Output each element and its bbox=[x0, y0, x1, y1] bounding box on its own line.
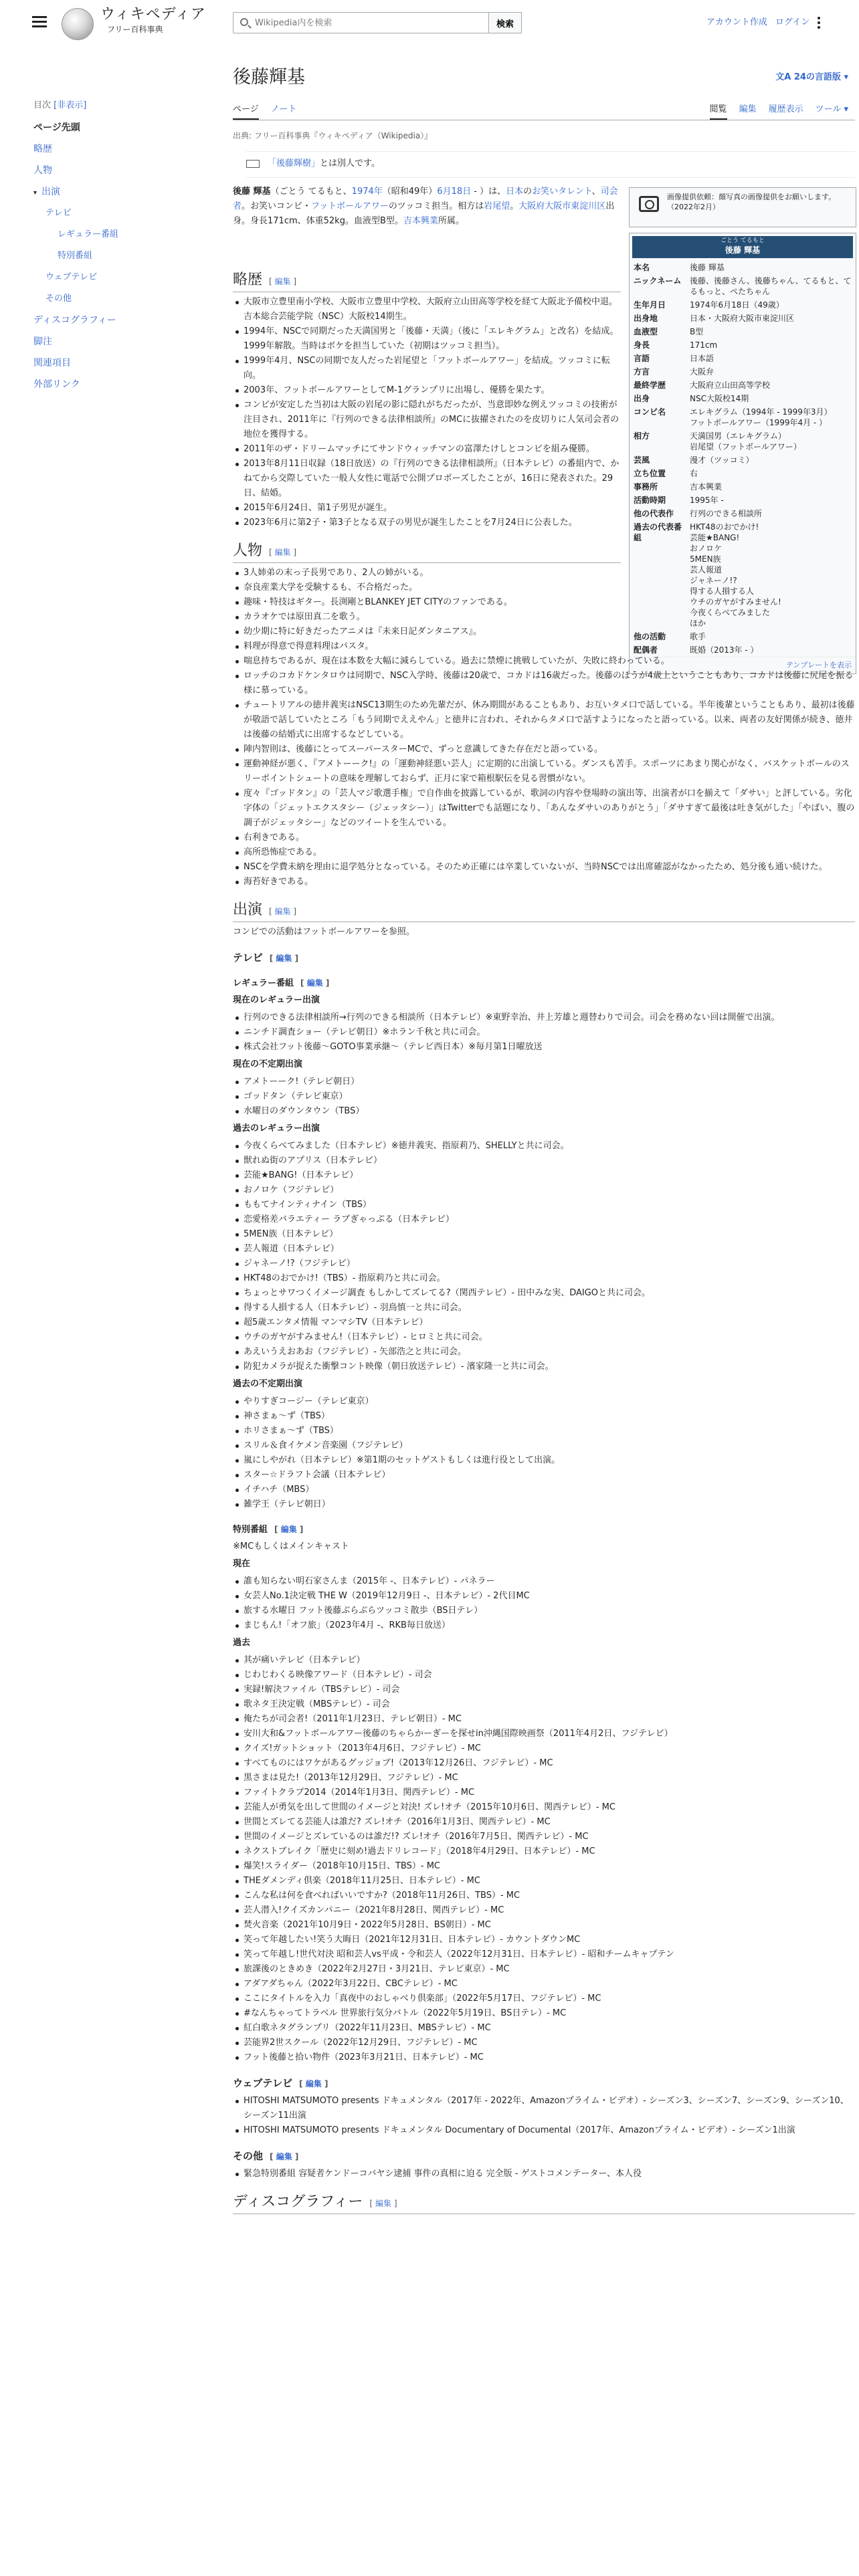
list-item: 2011年のザ・ドリームマッチにてサンドウィッチマンの富澤たけしとコンビを組み優勝。 bbox=[233, 442, 621, 457]
lead-text: 、 bbox=[591, 187, 601, 197]
list-item: ホリさまぁ〜ず（TBS） bbox=[233, 1424, 855, 1438]
chevron-down-icon[interactable]: ▾ bbox=[33, 189, 37, 197]
infobox-value-line: 天満国男（エレキグラム） bbox=[690, 431, 786, 441]
infobox-value-line: 日本・大阪府大阪市東淀川区 bbox=[690, 314, 795, 323]
infobox-value-line: 1995年 - bbox=[690, 496, 724, 505]
list-item: スター☆ドラフト会議（日本テレビ） bbox=[233, 1468, 855, 1483]
wikipedia-logo[interactable] bbox=[62, 8, 94, 40]
list-item: 世間のイメージとズレているのは誰だ!? ズレ!オチ（2016年7月5日、関西テレビ）- MC bbox=[233, 1830, 855, 1844]
section-regular-edit: [ 編集 ] bbox=[300, 978, 330, 988]
infobox-label: 芸風 bbox=[634, 455, 650, 465]
list-item: 陣内智則は、後藤にとってスーパースターMCで、ずっと意識してきた存在だと語っている。 bbox=[233, 742, 855, 757]
hatnote-link[interactable]: 「後藤輝樹」 bbox=[268, 158, 320, 169]
list-item: 防犯カメラが捉えた衝撃コント映像（朝日放送テレビ）- 濱家隆一と共に司会。 bbox=[233, 1360, 855, 1374]
infobox-value-line: 既婚（2013年 - ） bbox=[690, 645, 759, 655]
infobox-label: 相方 bbox=[634, 431, 650, 441]
infobox-value-line: 171cm bbox=[690, 340, 718, 350]
infobox-value-line: 岩尾望（フットボールアワー） bbox=[690, 442, 801, 451]
lead-text: - ）は、 bbox=[471, 187, 506, 197]
more-options-icon[interactable] bbox=[818, 17, 820, 29]
list-item: ここにタイトルを入力「真夜中のおしゃべり倶楽部」（2022年5月17日、フジテレビ）- MC bbox=[233, 1992, 855, 2006]
article-body bbox=[233, 259, 855, 2214]
infobox-label: コンビ名 bbox=[634, 407, 666, 417]
other-list bbox=[233, 2167, 855, 2181]
list-item: 紅白歌ネタグランプリ（2022年11月23日、MBSテレビ）- MC bbox=[233, 2021, 855, 2036]
infobox-value-line: 大阪弁 bbox=[690, 367, 714, 377]
tab-right-0[interactable]: 閲覧 bbox=[710, 104, 727, 120]
lead-text: 出身。身長171cm、体重52kg。血液型B型。 bbox=[233, 201, 615, 226]
section-other-edit: [ 編集 ] bbox=[270, 2152, 299, 2161]
list-item: こんな私は何を食べればいいですか?（2018年11月26日、TBS）- MC bbox=[233, 1889, 855, 1903]
lead-text: 。 bbox=[510, 201, 519, 211]
lead-paragraph bbox=[233, 185, 621, 229]
special-now-title: 現在 bbox=[233, 1559, 251, 1569]
list-item: 右利きである。 bbox=[233, 831, 855, 845]
list-item: 緊急特別番組 容疑者ケンドーコバヤシ逮捕 事件の真相に迫る 完全版 - ゲストコメンテーター、本人役 bbox=[233, 2167, 855, 2181]
list-item: 安川大和&フットボールアワー後藤のちゃらかーぎーを探せin沖縄国際映画祭（2011年4月2日、フジテレビ） bbox=[233, 1727, 855, 1741]
edit-link[interactable]: 編集 bbox=[280, 1525, 297, 1534]
lead-link[interactable]: 1974年 bbox=[351, 187, 383, 197]
infobox-value-line: 行列のできる相談所 bbox=[690, 509, 763, 518]
search-button[interactable]: 検索 bbox=[488, 12, 522, 33]
infobox-label: 他の代表作 bbox=[634, 509, 674, 518]
toc-header bbox=[33, 99, 194, 113]
toc-item-label: 特別番組 bbox=[58, 250, 93, 261]
section-jinbutsu-text: 人物 bbox=[233, 542, 263, 559]
infobox-label: ニックネーム bbox=[634, 276, 682, 286]
user-links bbox=[706, 16, 820, 30]
infobox-value-line: エレキグラム（1994年 - 1999年3月） bbox=[690, 407, 832, 417]
section-web bbox=[233, 2076, 855, 2091]
toc-item[interactable] bbox=[33, 288, 194, 310]
list-item: HITOSHI MATSUMOTO presents ドキュメンタル（2017年 - 2022年、Amazonプライム・ビデオ）- シーズン3、シーズン7、シーズン9、シーズン10、シーズン11出演 bbox=[233, 2094, 855, 2123]
list-item: 世間とズレてる芸能人は誰だ? ズレ!オチ（2016年1月3日、関西テレビ）- MC bbox=[233, 1815, 855, 1830]
infobox-label: 配偶者 bbox=[634, 645, 658, 655]
section-regular bbox=[233, 976, 855, 990]
list-item: カラオケでは原田真二を歌う。 bbox=[233, 610, 855, 625]
infobox-label: 事務所 bbox=[634, 482, 658, 492]
lead-link[interactable]: 6月18日 bbox=[437, 187, 472, 197]
list-item: 2003年、フットボールアワーとしてM-1グランプリに出場し、優勝を果たす。 bbox=[233, 383, 621, 398]
image-request-notice bbox=[629, 187, 856, 227]
translate-icon: 文A bbox=[775, 72, 794, 82]
infobox-label: 生年月日 bbox=[634, 300, 666, 310]
toc-item[interactable] bbox=[33, 224, 194, 245]
list-item: HITOSHI MATSUMOTO presents ドキュメンタル Documentary of Documental（2017年、Amazonプライム・ビデオ）- シーズン1出演 bbox=[233, 2123, 855, 2138]
infobox-value-line: 芸能★BANG! bbox=[690, 533, 740, 542]
infobox-value-line: ジャネーノ!? bbox=[690, 576, 737, 585]
infobox-value-line: フットボールアワー（1999年4月 - ） bbox=[690, 418, 828, 427]
now-irr-list bbox=[233, 1075, 855, 1119]
toc-item[interactable] bbox=[33, 267, 194, 288]
edit-link[interactable]: 編集 bbox=[274, 548, 291, 557]
infobox-label: 血液型 bbox=[634, 327, 658, 336]
lead-link[interactable]: 岩尾望 bbox=[484, 201, 510, 211]
language-button[interactable]: 文A 24の言語版 ▾ bbox=[775, 72, 848, 82]
list-item: ニンチド調査ショー（テレビ朝日）※ホラン千秋と共に司会。 bbox=[233, 1025, 855, 1040]
toc-item-label: テレビ bbox=[45, 207, 72, 218]
tab-right-2[interactable]: 履歴表示 bbox=[768, 104, 803, 114]
toc-item-label: ディスコグラフィー bbox=[33, 314, 116, 326]
toc-item[interactable] bbox=[33, 181, 194, 203]
view-tabs bbox=[698, 103, 848, 117]
infobox-header bbox=[632, 236, 853, 258]
list-item: NSCを学費未納を理由に退学処分となっている。そのため正確には卒業していないが、当時NSCでは出席確認がなかったため、処分後も通い続けた。 bbox=[233, 860, 855, 875]
edit-link[interactable]: 編集 bbox=[375, 2199, 391, 2208]
list-item: アダアダちゃん（2022年3月22日、CBCテレビ）- MC bbox=[233, 1977, 855, 1992]
list-item: 誰も知らない明石家さんま（2015年 -、日本テレビ）- パネラー bbox=[233, 1574, 855, 1589]
past-reg-list bbox=[233, 1139, 855, 1374]
infobox-value-line: 5MEN族 bbox=[690, 554, 721, 564]
source-note: 出典: フリー百科事典『ウィキペディア（Wikipedia）』 bbox=[233, 131, 433, 140]
section-other-text: その他 bbox=[233, 2150, 264, 2162]
infobox-value-line: HKT48のおでかけ! bbox=[690, 522, 759, 532]
infobox-ruby: ごとう てるもと bbox=[721, 237, 765, 244]
section-web-text: ウェブテレビ bbox=[233, 2077, 293, 2089]
toc-item[interactable] bbox=[33, 374, 194, 395]
infobox-value-line: 芸人報道 bbox=[690, 565, 723, 574]
list-item: 実録!解決ファイル（TBSテレビ）- 司会 bbox=[233, 1683, 855, 1697]
toc-item[interactable] bbox=[33, 160, 194, 181]
infobox-label: 身長 bbox=[634, 340, 650, 350]
list-item: コンビが安定した当初は大阪の岩尾の影に隠れがちだったが、当意即妙な例えツッコミの技術が注目され、2011年に『行列のできる法律相談所』のMCに抜擢されたのを皮切りに人気司会者の地位を獲得する。 bbox=[233, 398, 621, 442]
list-item: 運動神経が悪く、『アメトーーク!』の「運動神経悪い芸人」に定期的に出演している。ダンスも苦手。スポーツにあまり関心がなく、バスケットボールのスリーポイントシュートの意味を理解しておらず、正月に家で箱根駅伝を見る習慣がない。 bbox=[233, 757, 855, 786]
list-item: イチハチ（MBS） bbox=[233, 1483, 855, 1497]
toc-item[interactable] bbox=[33, 117, 194, 138]
list-item: 2015年6月24日、第1子男児が誕生。 bbox=[233, 501, 621, 516]
lead-text: （昭和49年） bbox=[382, 187, 438, 197]
toc-item[interactable] bbox=[33, 352, 194, 374]
page-tabs bbox=[233, 100, 855, 120]
list-item: ちょっとサワつくイメージ調査 もしかしてズレてる?（関西テレビ）- 田中みな実、DAIGOと共に司会。 bbox=[233, 1286, 855, 1301]
section-special-edit: [ 編集 ] bbox=[274, 1525, 304, 1534]
list-item: 歌ネタ王決定戦（MBSテレビ）- 司会 bbox=[233, 1697, 855, 1712]
toc-item[interactable] bbox=[33, 245, 194, 267]
toc-item-label: その他 bbox=[45, 293, 72, 304]
now-reg-list bbox=[233, 1010, 855, 1055]
infobox-label: 本名 bbox=[634, 263, 650, 272]
now-irr-title: 現在の不定期出演 bbox=[233, 1059, 303, 1069]
lead-link[interactable]: 東淀川区 bbox=[571, 201, 606, 211]
list-item: 水曜日のダウンタウン（TBS） bbox=[233, 1104, 855, 1119]
infobox-label: 立ち位置 bbox=[634, 469, 666, 478]
infobox-value-line: 吉本興業 bbox=[690, 482, 723, 492]
infobox-value-line: NSC大阪校14期 bbox=[690, 394, 749, 403]
list-item: 芸人潜入!クイズカンパニー（2021年8月28日、関西テレビ）- MC bbox=[233, 1903, 855, 1918]
list-item: 神さまぁ〜ず（TBS） bbox=[233, 1409, 855, 1424]
section-ryakureki bbox=[233, 270, 621, 292]
infobox-value-line: 後藤 輝基 bbox=[690, 263, 725, 272]
infobox-value-line: 今夜くらべてみました bbox=[690, 608, 771, 617]
list-item: 芸人報道（日本テレビ） bbox=[233, 1242, 855, 1257]
list-item: 大阪市立豊里南小学校、大阪市立豊里中学校、大阪府立山田高等学校を経て大阪北予備校中退。吉本総合芸能学院（NSC）大阪校14期生。 bbox=[233, 295, 621, 324]
infobox-value-line: 1974年6月18日（49歳） bbox=[690, 300, 784, 310]
list-item: #なんちゃってトラベル 世界旅行気分バトル（2022年5月19日、BS日テレ）- MC bbox=[233, 2006, 855, 2021]
list-item: 芸能界2世スクール（2022年12月29日、フジテレビ）- MC bbox=[233, 2036, 855, 2050]
section-web-edit: [ 編集 ] bbox=[299, 2079, 328, 2088]
list-item: ロッチのコカドケンタロウは同期で、NSC入学時、後藤は20歳で、コカドは16歳だった。後藤のほうが4歳上ということもあり、コカドは後藤に尻尾を振る様に慕っている。 bbox=[233, 669, 855, 698]
list-item: じわじわくる映像アワード（日本テレビ）- 司会 bbox=[233, 1668, 855, 1683]
list-item: おノロケ（フジテレビ） bbox=[233, 1183, 855, 1198]
infobox-label: 出身地 bbox=[634, 314, 658, 323]
section-jinbutsu bbox=[233, 541, 621, 563]
section-ryakureki-edit: [ 編集 ] bbox=[269, 277, 297, 286]
list-item: 旅課後のときめき（2022年2月27日・3月21日、テレビ東京）- MC bbox=[233, 1962, 855, 1977]
list-item: 笑って年越したい!笑う大晦日（2021年12月31日、日本テレビ）- カウントダウンMC bbox=[233, 1933, 855, 1947]
section-other bbox=[233, 2149, 855, 2164]
infobox-label: 出身 bbox=[634, 394, 650, 403]
tab-1[interactable]: ノート bbox=[270, 104, 297, 114]
search-input[interactable] bbox=[255, 16, 482, 29]
lead-link[interactable]: 大阪府 bbox=[518, 201, 545, 211]
infobox-label: 方言 bbox=[634, 367, 650, 377]
infobox-value-line: 日本語 bbox=[690, 354, 714, 363]
list-item: 焚火音楽（2021年10月9日・2022年5月28日、BS朝日）- MC bbox=[233, 1918, 855, 1933]
list-item: スリル＆食イケメン音楽園（フジテレビ） bbox=[233, 1438, 855, 1453]
infobox-label: 過去の代表番組 bbox=[634, 522, 682, 542]
infobox-value-line: 漫才（ツッコミ） bbox=[690, 455, 754, 465]
lead-text: 後藤 輝基 bbox=[233, 187, 271, 197]
toc-title: 目次 bbox=[33, 100, 52, 110]
list-item: 笑って年越し!世代対決 昭和芸人vs平成・令和芸人（2022年12月31日、日本テレビ）- 昭和チームキャプテン bbox=[233, 1947, 855, 1962]
list-item: フット後藤と拾い物件（2023年3月21日、日本テレビ）- MC bbox=[233, 2050, 855, 2065]
jinbutsu-list bbox=[233, 566, 855, 889]
lead-link[interactable]: フットボールアワー bbox=[311, 201, 389, 211]
infobox-value-line: おノロケ bbox=[690, 544, 723, 553]
infobox-label: 言語 bbox=[634, 354, 650, 363]
list-item: 度々『ゴッドタン』の「芸人マジ歌選手権」で自作曲を披露しているが、歌詞の内容や登場時の演出等、出演者が口を揃えて「ダサい」と評している。劣化字体の「ジェットエクスタシー（ジェッタシー）」はTwitterでも話題になり、「あんなダサいのありがとう」「ダサすぎて最後は吐き気がした」「やばい、腹の調子がジェッタシー」などのツイートを生んでいる。 bbox=[233, 786, 855, 831]
table-of-contents bbox=[33, 99, 194, 395]
lead-text: 。お笑いコンビ・ bbox=[242, 201, 312, 211]
past-irr-title: 過去の不定期出演 bbox=[233, 1379, 303, 1389]
list-item: チュートリアルの徳井義実はNSC13期生のため先輩だが、休み期間があることもあり、お互いタメ口で話している。半年後輩ということもあり、最初は後藤が敬語で話していたところ「もう同期でええやん」と徳井に言われ、それからタメ口で話すようになったと語っている。以来、両者の友好関係が続き、徳井は後藤の結婚式に出席するなどしている。 bbox=[233, 698, 855, 742]
now-reg-title: 現在のレギュラー出演 bbox=[233, 995, 320, 1005]
ryakureki-list bbox=[233, 295, 621, 530]
list-item: 1999年4月、NSCの同期で友人だった岩尾望と「フットボールアワー」を結成。ツッコミに転向。 bbox=[233, 354, 621, 383]
list-item: 幼少期に特に好きだったアニメは『未来日記ダンタニアス』。 bbox=[233, 625, 855, 639]
list-item: HKT48のおでかけ!（TBS）- 指原莉乃と共に司会。 bbox=[233, 1271, 855, 1286]
list-item: 黒さまは見た!（2013年12月29日、フジテレビ）- MC bbox=[233, 1771, 855, 1786]
section-tv bbox=[233, 950, 855, 966]
toc-item[interactable] bbox=[33, 138, 194, 160]
list-item: 趣味・特技はギター。長渕剛とBLANKEY JET CITYのファンである。 bbox=[233, 595, 855, 610]
section-discography bbox=[233, 2192, 855, 2214]
list-item: 喘息持ちであるが、現在は本数を大幅に減らしている。過去に禁煙に挑戦していたが、失敗に終わっている。 bbox=[233, 654, 855, 669]
main-content bbox=[233, 66, 855, 2210]
disambig-icon bbox=[246, 160, 260, 168]
infobox-label: 最終学歴 bbox=[634, 381, 666, 390]
section-special bbox=[233, 1523, 855, 1537]
list-item: ファイトクラブ2014（2014年1月3日、関西テレビ）- MC bbox=[233, 1786, 855, 1800]
lead-text: 所属。 bbox=[438, 216, 464, 226]
list-item: THEダメンディ倶楽（2018年11月25日、日本テレビ）- MC bbox=[233, 1874, 855, 1889]
section-shutsuen-edit: [ 編集 ] bbox=[269, 907, 297, 916]
list-item: 3人姉弟の末っ子長男であり、2人の姉がいる。 bbox=[233, 566, 855, 580]
image-request-text: 画像提供依頼：顔写真の画像提供をお願いします。（2022年2月） bbox=[667, 193, 836, 211]
edit-link[interactable]: 編集 bbox=[305, 2079, 322, 2088]
list-item: 超5歳エンタメ情報 マンマシTV（日本テレビ） bbox=[233, 1315, 855, 1330]
infobox-label: 活動時期 bbox=[634, 496, 666, 505]
tab-right-3[interactable]: ツール ▾ bbox=[815, 104, 848, 114]
infobox-value-line: ウチのガヤがすみません! bbox=[690, 597, 781, 607]
list-item: 海苔好きである。 bbox=[233, 875, 855, 889]
past-reg-title: 過去のレギュラー出演 bbox=[233, 1123, 320, 1134]
list-item: 芸能★BANG!（日本テレビ） bbox=[233, 1168, 855, 1183]
list-item: まじもん!「オフ旅」（2023年4月 -、RKB毎日放送） bbox=[233, 1618, 855, 1633]
list-item: ジャネーノ!?（フジテレビ） bbox=[233, 1257, 855, 1271]
infobox-value-line: 歌手 bbox=[690, 632, 706, 641]
list-item: 女芸人No.1決定戦 THE W（2019年12月9日 -、日本テレビ）- 2代目MC bbox=[233, 1589, 855, 1604]
edit-link[interactable]: 編集 bbox=[306, 978, 323, 988]
toc-hide-link[interactable]: [非表示] bbox=[54, 100, 87, 110]
list-item: 料理が得意で得意料理はパスタ。 bbox=[233, 639, 855, 654]
list-item: 行列のできる法律相談所→行列のできる相談所（日本テレビ）※東野幸治、井上芳雄と週替わりで司会。司会を務めない回は開催で出演。 bbox=[233, 1010, 855, 1025]
special-past-list bbox=[233, 1653, 855, 2065]
section-ryakureki-text: 略歴 bbox=[233, 272, 263, 288]
toc-item-label: 出演 bbox=[41, 186, 60, 197]
toc-item-label: 略歴 bbox=[33, 143, 52, 154]
edit-link[interactable]: 編集 bbox=[276, 954, 292, 963]
list-item: やりすぎコージー（テレビ東京） bbox=[233, 1394, 855, 1409]
section-tv-text: テレビ bbox=[233, 952, 263, 964]
list-item: 雑学王（テレビ朝日） bbox=[233, 1497, 855, 1512]
list-item: 獣れぬ街のアプリス（日本テレビ） bbox=[233, 1154, 855, 1168]
login-link[interactable]: ログイン bbox=[775, 17, 810, 27]
lead-text: の bbox=[523, 187, 533, 197]
page-title: 後藤輝基 bbox=[233, 67, 305, 88]
hatnote-text: とは別人です。 bbox=[320, 158, 380, 169]
list-item: ももてナインティナイン（TBS） bbox=[233, 1198, 855, 1212]
toc-item-label: ウェブテレビ bbox=[45, 272, 98, 282]
list-item: ゴッドタン（テレビ東京） bbox=[233, 1089, 855, 1104]
list-item: 高所恐怖症である。 bbox=[233, 845, 855, 860]
create-account-link[interactable]: アカウント作成 bbox=[706, 17, 767, 27]
lead-link[interactable]: お笑いタレント bbox=[532, 187, 592, 197]
toc-item-label: 脚注 bbox=[33, 336, 52, 347]
list-item: 5MEN族（日本テレビ） bbox=[233, 1227, 855, 1242]
lead-text: のツッコミ担当。相方は bbox=[388, 201, 484, 211]
list-item: 芸能人が勇気を出して世間のイメージと対決! ズレ!オチ（2015年10月6日、関西テレビ）- MC bbox=[233, 1800, 855, 1815]
tab-0[interactable]: ページ bbox=[233, 104, 259, 120]
show-template-link[interactable]: テンプレートを表示 bbox=[630, 657, 856, 673]
special-past-title: 過去 bbox=[233, 1638, 251, 1648]
list-item: 嵐にしやがれ（日本テレビ）※第1期のセットゲストもしくは進行役として出演。 bbox=[233, 1453, 855, 1468]
infobox-value-line: ほか bbox=[690, 619, 706, 628]
list-item: 恋愛格差バラエティー ラブぎゃっぷる（日本テレビ） bbox=[233, 1212, 855, 1227]
section-discography-edit: [ 編集 ] bbox=[369, 2199, 397, 2208]
shutsuen-desc: コンビでの活動はフットボールアワーを参照。 bbox=[233, 927, 415, 937]
list-item: 旅する水曜日 フット後藤ぶらぶらツッコミ散歩（BS日テレ） bbox=[233, 1604, 855, 1618]
lead-link[interactable]: 司会者 bbox=[233, 187, 618, 211]
list-item: 2013年8月11日収録（18日放送）の『行列のできる法律相談所』（日本テレビ）の番組内で、かねてから交際していた一般人女性に電話で公開プロポーズしたことが、16日に発表された。29日、結婚。 bbox=[233, 457, 621, 501]
infobox-value-line: B型 bbox=[690, 327, 704, 336]
special-now-list bbox=[233, 1574, 855, 1633]
list-item: 爆笑!スライダー（2018年10月15日、TBS）- MC bbox=[233, 1859, 855, 1874]
section-discography-text: ディスコグラフィー bbox=[233, 2193, 363, 2210]
toc-item-label: 外部リンク bbox=[33, 379, 80, 390]
list-item: 1994年、NSCで同期だった天満国男と「後藤・天満」（後に「エレキグラム」と改名）を結成。1999年解散。当時はボケを担当していた（初期はツッコミ担当）。 bbox=[233, 324, 621, 354]
wordmark[interactable] bbox=[100, 5, 206, 35]
toc-item-label: 人物 bbox=[33, 165, 52, 176]
camera-icon bbox=[639, 196, 659, 212]
hatnote bbox=[246, 151, 855, 178]
site-header bbox=[0, 0, 859, 45]
infobox-label: 他の活動 bbox=[634, 632, 666, 641]
wordmark-title: ウィキペディア bbox=[100, 6, 206, 23]
edit-link[interactable]: 編集 bbox=[276, 2152, 292, 2161]
section-tv-edit: [ 編集 ] bbox=[269, 954, 299, 963]
list-item: 今夜くらべてみました（日本テレビ）※徳井義実、指原莉乃、SHELLYと共に司会。 bbox=[233, 1139, 855, 1154]
infobox-value-line: 右 bbox=[690, 469, 698, 478]
list-item: あえいうえおあお（フジテレビ）- 矢部浩之と共に司会。 bbox=[233, 1345, 855, 1360]
search-icon bbox=[240, 18, 248, 26]
infobox-value-line: 後藤、後藤さん、後藤ちゃん、てるもと、てるもっと、ぺたちゃん bbox=[690, 276, 852, 296]
wordmark-tagline: フリー百科事典 bbox=[107, 25, 163, 34]
infobox-value-line: 大阪府立山田高等学校 bbox=[690, 381, 771, 390]
past-irr-list bbox=[233, 1394, 855, 1512]
toc-item[interactable] bbox=[33, 331, 194, 352]
section-regular-text: レギュラー番組 bbox=[233, 978, 294, 988]
lead-text: （ごとう てるもと、 bbox=[270, 187, 352, 197]
list-item: クイズ!ガットショット（2013年4月6日、フジテレビ）- MC bbox=[233, 1741, 855, 1756]
search-box bbox=[233, 12, 522, 33]
toc-item[interactable] bbox=[33, 203, 194, 224]
toc-item-label: ページ先頭 bbox=[33, 122, 80, 133]
lead-link[interactable]: 大阪市 bbox=[545, 201, 571, 211]
list-item: すべてものにはワケがあるグッジョブ!（2013年12月26日、フジテレビ）- MC bbox=[233, 1756, 855, 1771]
lead-link[interactable]: 吉本興業 bbox=[403, 216, 438, 226]
tab-right-1[interactable]: 編集 bbox=[739, 104, 757, 114]
list-item: 得する人損する人（日本テレビ）- 羽鳥慎一と共に司会。 bbox=[233, 1301, 855, 1315]
namespace-tabs bbox=[233, 103, 308, 117]
lead-link[interactable]: 日本 bbox=[506, 187, 524, 197]
list-item: 其が痛いテレビ（日本テレビ） bbox=[233, 1653, 855, 1668]
list-item: 株式会社フット後藤〜GOTO事業承継〜（テレビ西日本）※毎月第1日曜放送 bbox=[233, 1040, 855, 1055]
toc-item-label: 関連項目 bbox=[33, 357, 71, 368]
special-note: ※MCもしくはメインキャスト bbox=[233, 1541, 349, 1551]
section-shutsuen-text: 出演 bbox=[233, 901, 263, 918]
list-item: ウチのガヤがすみません!（日本テレビ）- ヒロミと共に司会。 bbox=[233, 1330, 855, 1345]
infobox-name: 後藤 輝基 bbox=[725, 245, 761, 255]
list-item: アメトーーク!（テレビ朝日） bbox=[233, 1075, 855, 1089]
list-item: 2023年6月に第2子・第3子となる双子の男児が誕生したことを7月24日に公表した。 bbox=[233, 516, 621, 530]
list-item: 俺たちが司会者!（2011年1月23日、テレビ朝日）- MC bbox=[233, 1712, 855, 1727]
list-item: ネクストブレイク「歴史に刻め!過去ドリレコード」（2018年4月29日、日本テレビ）- MC bbox=[233, 1844, 855, 1859]
toc-item-label: レギュラー番組 bbox=[58, 229, 119, 239]
edit-link[interactable]: 編集 bbox=[274, 277, 291, 286]
section-jinbutsu-edit: [ 編集 ] bbox=[269, 548, 297, 557]
section-shutsuen bbox=[233, 900, 855, 922]
edit-link[interactable]: 編集 bbox=[274, 907, 291, 916]
infobox-value-line: 得する人損する人 bbox=[690, 586, 755, 596]
language-button-label: 24の言語版 bbox=[793, 72, 841, 82]
main-menu-icon[interactable] bbox=[31, 13, 48, 29]
toc-items bbox=[33, 117, 194, 395]
list-item: 奈良産業大学を受験するも、不合格だった。 bbox=[233, 580, 855, 595]
section-special-text: 特別番組 bbox=[233, 1525, 268, 1535]
web-list bbox=[233, 2094, 855, 2138]
toc-item[interactable] bbox=[33, 310, 194, 331]
